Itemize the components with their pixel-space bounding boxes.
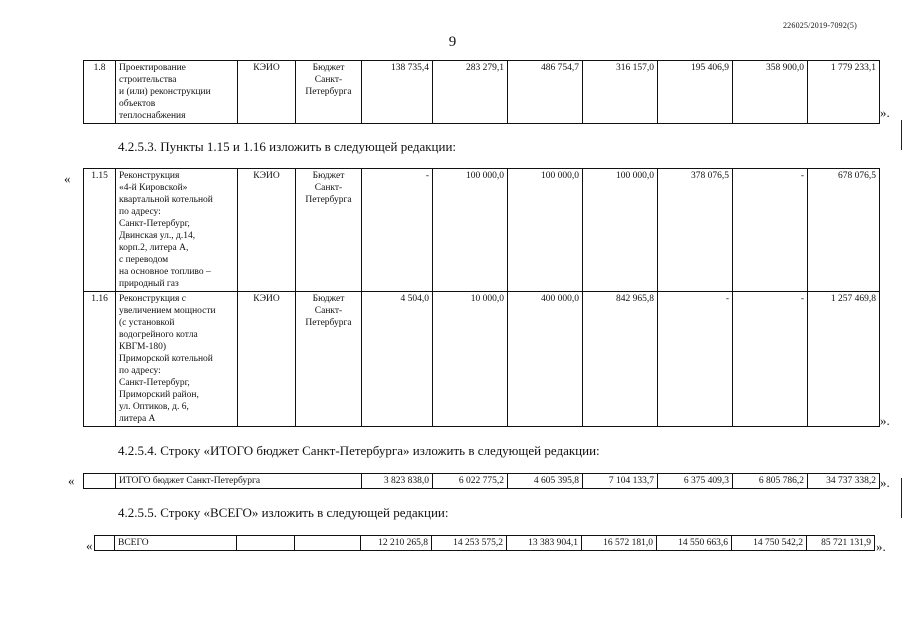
value-cell: 6 022 775,2 <box>433 474 508 489</box>
measure-name <box>116 169 238 292</box>
funding-source-line: Петербурга <box>305 318 352 328</box>
closing-quote: ». <box>880 413 890 428</box>
value-cell-total: 34 737 338,2 <box>808 474 880 489</box>
funding-source <box>296 292 362 427</box>
funding-source <box>296 169 362 292</box>
measure-name-line: Реконструкция <box>119 171 180 181</box>
row-number: 1.8 <box>84 61 116 124</box>
funding-source-line: Санкт- <box>314 306 343 316</box>
measure-name-line: литера А <box>119 414 156 424</box>
value-cell: 316 157,0 <box>583 61 658 124</box>
value-cell: 100 000,0 <box>508 169 583 292</box>
value-cell: 14 253 575,2 <box>432 536 507 551</box>
opening-quote: « <box>68 473 75 488</box>
value-cell: 3 823 838,0 <box>362 474 433 489</box>
measure-name-line: Проектирование <box>119 63 186 73</box>
scan-edge-mark <box>901 478 902 518</box>
value-cell: 100 000,0 <box>583 169 658 292</box>
document-number: 226025/2019-7092(5) <box>782 21 857 30</box>
funding-source-line: Санкт- <box>314 183 343 193</box>
value-cell: - <box>733 292 808 427</box>
value-cell: 4 504,0 <box>362 292 433 427</box>
measure-name-line: на основное топливо – <box>119 267 211 277</box>
measure-name-line: Приморской котельной <box>119 354 213 364</box>
measure-name-line: объектов <box>119 99 156 109</box>
table-row-1-8 <box>83 60 880 124</box>
measure-name-line: корп.2, литера А, <box>119 243 189 253</box>
value-cell: 6 375 409,3 <box>658 474 733 489</box>
executor: КЭИО <box>238 292 296 427</box>
closing-quote: ». <box>880 105 890 120</box>
row-label: ИТОГО бюджет Санкт-Петербурга <box>116 474 362 489</box>
scan-edge-mark <box>901 120 902 150</box>
row-label: ВСЕГО <box>115 536 237 551</box>
value-cell: 378 076,5 <box>658 169 733 292</box>
measure-name-line: теплоснабжения <box>119 111 186 121</box>
funding-source-line: Санкт- <box>314 75 343 85</box>
measure-name-line: Реконструкция с <box>119 294 186 304</box>
measure-name-line: по адресу: <box>119 207 161 217</box>
executor: КЭИО <box>238 169 296 292</box>
value-cell: 14 550 663,6 <box>657 536 732 551</box>
measure-name-line: КВГМ-180) <box>119 342 167 352</box>
value-cell: 842 965,8 <box>583 292 658 427</box>
row-number: 1.16 <box>84 292 116 427</box>
page-number: 9 <box>448 34 457 50</box>
measure-name-line: увеличением мощности <box>119 306 216 316</box>
measure-name-line: ул. Оптиков, д. 6, <box>119 402 189 412</box>
measure-name-line: Приморский район, <box>119 390 199 400</box>
empty-cell <box>237 536 295 551</box>
value-cell: 195 406,9 <box>658 61 733 124</box>
measure-name-line: Санкт-Петербург, <box>119 378 190 388</box>
value-cell: 14 750 542,2 <box>732 536 807 551</box>
funding-source-line: Петербурга <box>305 87 352 97</box>
section-heading-4-2-5-3: 4.2.5.3. Пункты 1.15 и 1.16 изложить в следующей редакции: <box>118 139 457 154</box>
value-cell: 100 000,0 <box>433 169 508 292</box>
opening-quote: « <box>64 171 71 186</box>
measure-name-line: «4-й Кировской» <box>119 183 188 193</box>
value-cell: 486 754,7 <box>508 61 583 124</box>
table-row-1-15 <box>84 169 880 292</box>
measure-name-line: по адресу: <box>119 366 161 376</box>
value-cell-total: 678 076,5 <box>808 169 880 292</box>
value-cell: 400 000,0 <box>508 292 583 427</box>
empty-number-cell <box>95 536 115 551</box>
value-cell: 13 383 904,1 <box>507 536 582 551</box>
value-cell-total: 1 257 469,8 <box>808 292 880 427</box>
measure-name <box>116 61 238 124</box>
section-heading-4-2-5-5: 4.2.5.5. Строку «ВСЕГО» изложить в следующей редакции: <box>118 505 449 520</box>
funding-source <box>296 61 362 124</box>
funding-source-line: Бюджет <box>312 171 345 181</box>
closing-quote: ». <box>876 539 886 554</box>
value-cell: 4 605 395,8 <box>508 474 583 489</box>
empty-number-cell <box>84 474 116 489</box>
value-cell: 12 210 265,8 <box>361 536 432 551</box>
measure-name-line: Санкт-Петербург, <box>119 219 190 229</box>
section-heading-4-2-5-4: 4.2.5.4. Строку «ИТОГО бюджет Санкт-Петербурга» изложить в следующей редакции: <box>118 443 600 458</box>
measure-name-line: квартальной котельной <box>119 195 213 205</box>
measure-name-line: (с установкой <box>119 318 175 328</box>
opening-quote: « <box>86 538 93 553</box>
table-rows-1-15-1-16 <box>83 168 880 427</box>
funding-source-line: Бюджет <box>312 294 345 304</box>
measure-name-line: природный газ <box>119 279 179 289</box>
measure-name-line: и (или) реконструкции <box>119 87 211 97</box>
funding-source-line: Петербурга <box>305 195 352 205</box>
value-cell: 10 000,0 <box>433 292 508 427</box>
table-row-itogo <box>83 473 880 489</box>
value-cell: 358 900,0 <box>733 61 808 124</box>
table-row-1-16 <box>84 292 880 427</box>
value-cell: 283 279,1 <box>433 61 508 124</box>
value-cell: 7 104 133,7 <box>583 474 658 489</box>
funding-source-line: Бюджет <box>312 63 345 73</box>
value-cell: 138 735,4 <box>362 61 433 124</box>
value-cell: - <box>658 292 733 427</box>
value-cell: - <box>362 169 433 292</box>
row-number: 1.15 <box>84 169 116 292</box>
closing-quote: ». <box>880 475 890 490</box>
value-cell: 6 805 786,2 <box>733 474 808 489</box>
measure-name <box>116 292 238 427</box>
value-cell-total: 85 721 131,9 <box>807 536 875 551</box>
executor: КЭИО <box>238 61 296 124</box>
measure-name-line: водогрейного котла <box>119 330 198 340</box>
measure-name-line: строительства <box>119 75 177 85</box>
value-cell: - <box>733 169 808 292</box>
value-cell-total: 1 779 233,1 <box>808 61 880 124</box>
table-row-vsego <box>94 535 875 551</box>
value-cell: 16 572 181,0 <box>582 536 657 551</box>
measure-name-line: Двинская ул., д.14, <box>119 231 196 241</box>
empty-cell <box>295 536 361 551</box>
measure-name-line: с переводом <box>119 255 169 265</box>
